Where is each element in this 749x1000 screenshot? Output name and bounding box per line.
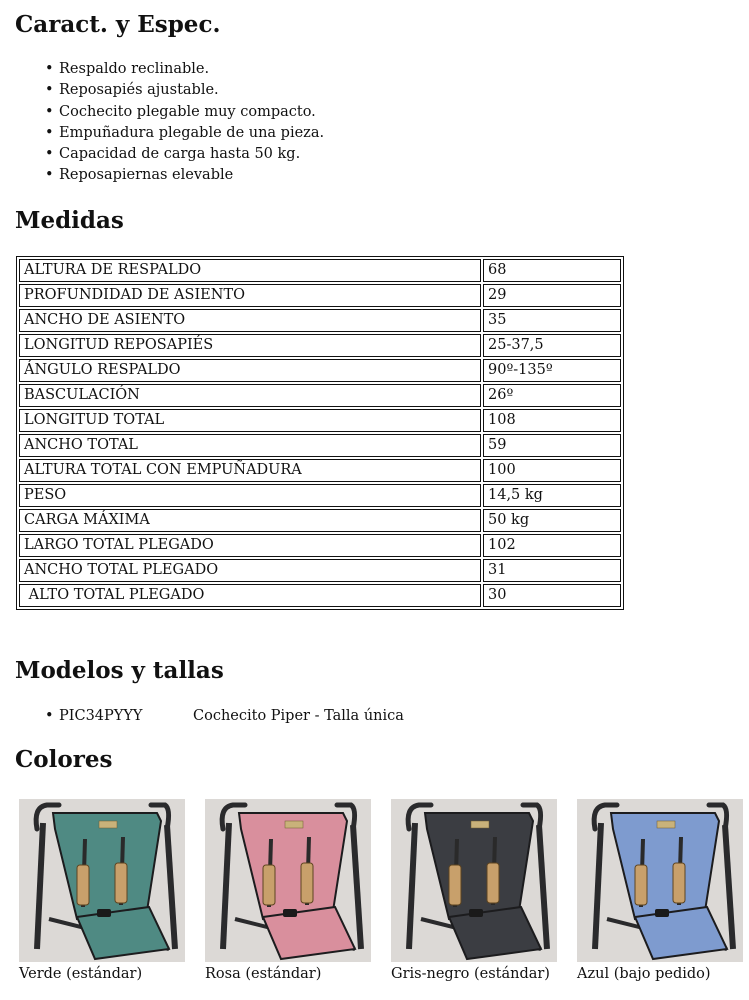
model-description: Cochecito Piper - Talla única <box>193 708 404 724</box>
measure-value: 50 kg <box>483 509 621 532</box>
feature-item: • Reposapiés ajustable. <box>45 80 324 101</box>
table-row <box>19 309 621 332</box>
measure-value: 102 <box>483 534 621 557</box>
measure-value: 108 <box>483 409 621 432</box>
measure-label: LONGITUD TOTAL <box>19 409 481 432</box>
color-option <box>205 799 371 984</box>
stroller-image <box>19 799 185 962</box>
table-row <box>19 259 621 282</box>
measures-heading: Medidas <box>15 207 124 234</box>
table-row <box>19 359 621 382</box>
stroller-photo <box>19 799 185 962</box>
measure-label: ANCHO DE ASIENTO <box>19 309 481 332</box>
measure-label: ÁNGULO RESPALDO <box>19 359 481 382</box>
measure-label: ANCHO TOTAL <box>19 434 481 457</box>
stroller-image <box>577 799 743 962</box>
measure-value: 29 <box>483 284 621 307</box>
table-row <box>19 459 621 482</box>
measure-label: ANCHO TOTAL PLEGADO <box>19 559 481 582</box>
table-row <box>19 434 621 457</box>
models-heading: Modelos y tallas <box>15 657 224 684</box>
feature-item: • Respaldo reclinable. <box>45 59 324 80</box>
table-row <box>19 384 621 407</box>
color-caption: Verde (estándar) <box>19 966 143 982</box>
table-row <box>19 584 621 607</box>
colors-heading: Colores <box>15 746 113 773</box>
measure-label: CARGA MÁXIMA <box>19 509 481 532</box>
color-caption: Gris-negro (estándar) <box>391 966 550 982</box>
measure-value: 68 <box>483 259 621 282</box>
color-option <box>391 799 557 984</box>
measure-label: ALTURA DE RESPALDO <box>19 259 481 282</box>
measure-value: 35 <box>483 309 621 332</box>
measure-label: PROFUNDIDAD DE ASIENTO <box>19 284 481 307</box>
color-caption: Rosa (estándar) <box>205 966 322 982</box>
table-row <box>19 559 621 582</box>
measure-value: 90º-135º <box>483 359 621 382</box>
measure-label: ALTURA TOTAL CON EMPUÑADURA <box>19 459 481 482</box>
table-row <box>19 509 621 532</box>
stroller-image <box>391 799 557 962</box>
table-row <box>19 484 621 507</box>
features-list <box>45 59 324 187</box>
measure-value: 59 <box>483 434 621 457</box>
features-heading: Caract. y Espec. <box>15 11 221 38</box>
stroller-photo <box>205 799 371 962</box>
stroller-photo <box>391 799 557 962</box>
table-row <box>19 284 621 307</box>
measure-value: 25-37,5 <box>483 334 621 357</box>
stroller-image <box>205 799 371 962</box>
table-row <box>19 534 621 557</box>
measure-value: 30 <box>483 584 621 607</box>
color-option <box>19 799 185 984</box>
feature-item: • Empuñadura plegable de una pieza. <box>45 123 324 144</box>
measure-value: 31 <box>483 559 621 582</box>
model-code: PIC34PYYY <box>59 708 143 724</box>
measure-value: 14,5 kg <box>483 484 621 507</box>
stroller-photo <box>577 799 743 962</box>
table-row <box>19 334 621 357</box>
feature-item: • Cochecito plegable muy compacto. <box>45 102 324 123</box>
models-list <box>45 706 404 727</box>
model-item <box>45 706 404 727</box>
table-row <box>19 409 621 432</box>
color-option <box>577 799 743 984</box>
measure-label: LONGITUD REPOSAPIÉS <box>19 334 481 357</box>
measure-label: BASCULACIÓN <box>19 384 481 407</box>
color-caption: Azul (bajo pedido) <box>577 966 711 982</box>
measure-label: LARGO TOTAL PLEGADO <box>19 534 481 557</box>
measure-value: 100 <box>483 459 621 482</box>
measure-value: 26º <box>483 384 621 407</box>
measure-label: ALTO TOTAL PLEGADO <box>19 584 481 607</box>
feature-item: • Reposapiernas elevable <box>45 165 324 186</box>
feature-item: • Capacidad de carga hasta 50 kg. <box>45 144 324 165</box>
measure-label: PESO <box>19 484 481 507</box>
measures-table <box>16 256 624 610</box>
